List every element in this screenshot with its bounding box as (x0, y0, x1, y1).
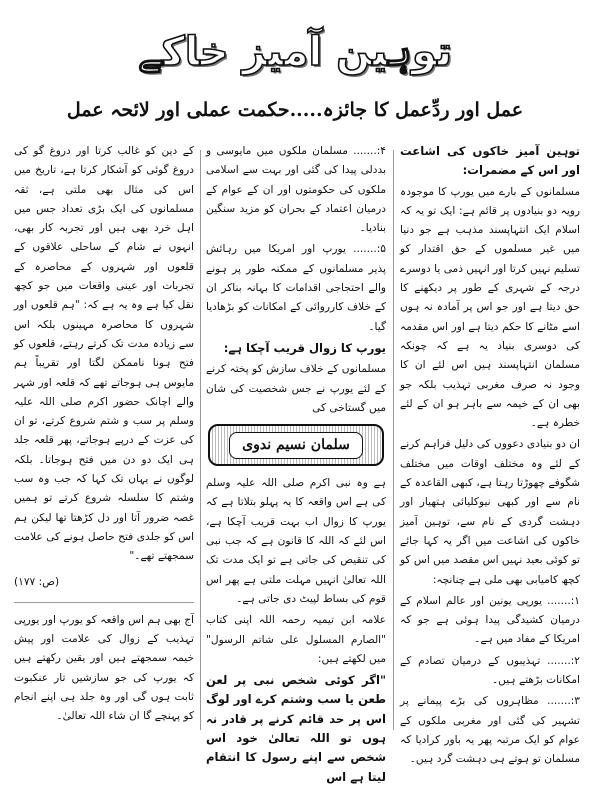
paragraph: آج بھی ہم اس واقعہ کو یورپ اور یورپی تہذیب کے زوال کی علامت اور پیش خیمہ سمجھتے ہیں اور یقین رکھتے ہیں کہ یورپ کی جو سازشیں تار عنکبوت ثابت ہوں گی اور وہ جلد ہی اپنے انجام کو پہنچے گا ان شاء اللہ تعالیٰ۔ (14, 613, 194, 723)
section-divider (14, 602, 194, 603)
column-left (14, 142, 194, 729)
paragraph: مسلمانوں کے خلاف سازش کو پختہ کرنے کے لئے یورپ نے جس شخصیت کی شان میں گستاخی کی (206, 363, 386, 414)
page-reference: (ص: ۱۷۷) (14, 575, 60, 588)
paragraph: ہے وہ نبی اکرم صلی اللہ علیہ وسلم کی ہے اس واقعہ کا یہ پہلو بتلاتا ہے کہ یورپ کا زوال اب بہت قریب آچکا ہے، اس لئے کہ اللہ کا قانون ہے کہ جب نبی کی تنقیص کی جاتی ہے تو ایک مدت تک اللہ تعالیٰ انہیں مہلت ملتی ہے پھر اس قوم کی بساط لپیٹ دی جاتی ہے۔ (206, 477, 386, 605)
column-middle (206, 142, 386, 789)
column-divider (200, 150, 201, 730)
list-item: ۲:....... تہذیبوں کے درمیان تصادم کے امکانات بڑھتے ہیں۔ (400, 654, 580, 687)
quotation: "اگر کوئی شخص نبی پر لعن طعن یا سب وشتم کرے اور لوگ اس پر حد قائم کرنے پر قادر نہ ہوں تو اللہ تعالیٰ خود اس شخص سے اپنے رسول کا انتقام لیتا ہے اس (206, 673, 386, 784)
list-item: ۳:....... مظاہروں کی بڑے پیمانے پر تشہیر کی گئی اور مغربی ملکوں کے عوام کو ایک مرتبہ پھر یہ باور کرادیا کہ مسلمان تو ہوتے ہی دہشت گرد ہیں۔ (400, 695, 580, 766)
article-title: توہین آمیز خاکے (138, 29, 452, 75)
list-item: ۱:....... یورپی یونین اور عالم اسلام کے درمیان کشیدگی پیدا ہوئی ہے جو کہ امریکا کے مفاد میں ہے۔ (400, 594, 580, 646)
paragraph: ان دو بنیادی دعووں کی دلیل فراہم کرنے کے لئے وہ مختلف اوقات میں مختلف شگوفے چھوڑتا رہتا ہے، کبھی القاعدہ کے نام سے اور کبھی نیوکلیائی ہتھیار اور دہشت گردی کے نام سے، توہین آمیز خاکوں کی اشاعت میں اگر یہ کہا جائے تو کوئی بعید نہیں اس مقصد میں اس کو کچھ کامیابی بھی ملی ہے چنانچہ: (400, 438, 580, 586)
column-right (400, 142, 580, 772)
author-name: سلمان نسیم ندوی (229, 432, 363, 459)
paragraph: علامہ ابن تیمیہ رحمہ اللہ اپنی کتاب "الصارم المسلول علی شاتم الرسول" میں لکھتے ہیں: (206, 614, 386, 665)
paragraph: مسلمانوں کے بارے میں یورپ کا موجودہ رویہ دو بنیادوں پر قائم ہے: ایک تو یہ کہ اسلام ایک انتہاپسند مذہب ہے جو دنیا میں غیر مسلموں کے حق اقتدار کو تسلیم نہیں کرتا اور انہیں ذمی یا دوسرے درجہ کے شہری کے طور پر دیکھنے کا حق دیتا ہے اور جو اس پر آمادہ نہ ہوں اسے مٹانے کا حکم دیتا ہے اور اس مقدمہ کی دوسری بنیاد یہ ہے کہ چونکہ مسلمان انتہاپسند ہیں اس لئے ان کا وجود نہ صرف مغربی تہذیب بلکہ جو بھی ان کے خیمہ سے باہر ہو ان کے لئے خطرہ ہے۔ (400, 185, 580, 430)
section-heading: یورپ کا زوال قریب آچکا ہے: (223, 340, 386, 355)
list-item: ۴:....... مسلمان ملکوں میں مایوسی و بددلی پیدا کی گئی اور بہت سے اسلامی ملکوں کی حکومتوں اور ان کے عوام کے درمیان اعتماد کے بحران کو مزید سنگین بنادیا۔ (206, 145, 386, 235)
column-divider (393, 150, 394, 730)
list-item: ۵:....... یورپ اور امریکا میں رہائش پذیر مسلمانوں کے ممکنہ طور پر ہونے والے احتجاجی اقدامات کا بہانہ بناکر ان کے خلاف کارروائی کے امکانات کو بڑھادیا گیا۔ (206, 243, 386, 333)
author-banner (208, 424, 384, 466)
section-heading: توہین آمیز خاکوں کی اشاعت اور اس کے مضمرات: (400, 144, 580, 178)
paragraph: کے دین کو غالب کرتا اور دروغ گو کی دروغ گوئی کو آشکار کرتا ہے، تاریخ میں اس کی مثال بھی ملتی ہے، ثقہ مسلمانوں کی ایک بڑی تعداد جس میں اہل خرد بھی ہیں اور تجربہ کار بھی، انہوں نے شام کے ساحلی علاقوں کے قلعوں اور شہروں کے محاصرہ کے تجربات اور عینی واقعات میں جو کچھ نقل کیا ہے وہ یہ ہے کہ: "ہم قلعوں اور شہروں کا محاصرہ مہینوں بلکہ اس سے زیادہ مدت تک کرتے رہتے، قلعوں کو فتح ہونا ناممکن لگتا اور تقریباً ہم مایوس ہی ہوجاتے تھے کہ قلعہ اور شہر والے اچانک حضور اکرم صلی اللہ علیہ وسلم پر سب و شتم شروع کرتے، تو ان کی عزت کے درپے ہوجاتے، پھر قلعہ جلد ہی ایک دو دن میں فتح ہوجاتا۔ بلکہ لوگوں نے یہاں تک کہا کہ جب وہ سب وشتم کا سلسلہ شروع کرتے تو ہمیں غصہ ضرور آتا اور دل کڑھتا تھا لیکن ہم اس کو جلدی فتح حاصل ہونے کی علامت سمجھتے تھے۔" (14, 145, 194, 563)
article-subtitle: عمل اور ردِّعمل کا جائزہ.....حکمت عملی اور لائحہ عمل (66, 99, 524, 121)
